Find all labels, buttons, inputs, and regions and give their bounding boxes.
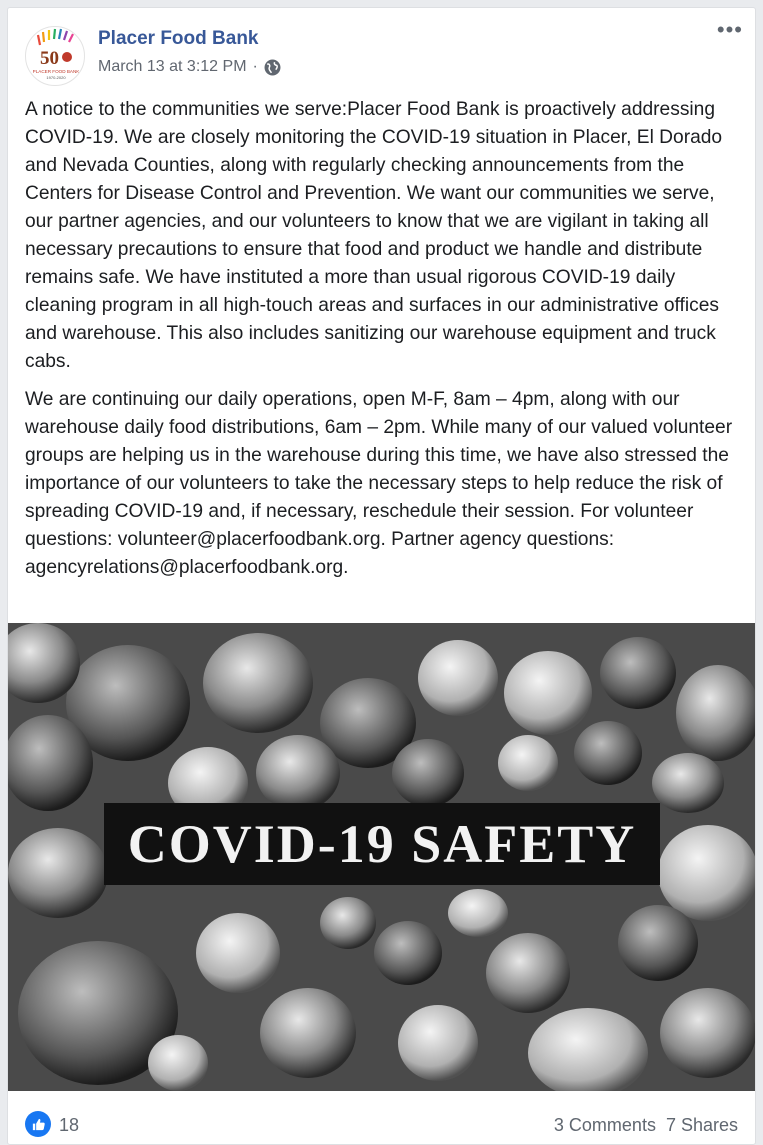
post-image[interactable] (8, 623, 756, 1091)
avatar[interactable] (25, 26, 85, 86)
image-banner-text: COVID-19 SAFETY (127, 814, 637, 874)
post-timestamp[interactable]: March 13 at 3:12 PM (98, 58, 247, 75)
post-paragraph-1: A notice to the communities we serve:Placer Food Bank is proactively addressing COVID-19. We are closely monitoring the COVID-19 situation in Placer, El Dorado and Nevada Counties, along with regularly checking announcements from the Centers for Disease Control and Prevention. We want our communities we serve, our partner agencies, and our volunteers to know that we are vigilant in taking all necessary precautions to ensure that food and product we handle and distribute remains safe. We have instituted a more than usual rigorous COVID-19 daily cleaning program in all high-touch areas and surfaces in our administrative offices and warehouse. This also includes sanitizing our warehouse equipment and truck cabs. (25, 99, 723, 372)
page-name-link[interactable]: Placer Food Bank (98, 28, 259, 49)
meta-separator: · (252, 58, 258, 75)
shares-link[interactable]: 7 Shares (665, 1115, 738, 1135)
globe-icon[interactable] (264, 59, 281, 76)
post-stats (554, 1115, 738, 1136)
post-card (7, 7, 756, 1145)
food-bank-logo-icon (26, 27, 85, 86)
ellipsis-icon[interactable]: ••• (716, 17, 743, 42)
image-banner (104, 803, 660, 885)
thumbs-up-icon[interactable] (25, 1111, 51, 1137)
comments-link[interactable]: 3 Comments (553, 1115, 656, 1135)
post-message (25, 96, 745, 592)
reaction-count[interactable]: 18 (59, 1115, 80, 1135)
avatar-label: PLACER FOOD BANK (32, 69, 80, 74)
post-meta (98, 58, 281, 76)
post-paragraph-2: We are continuing our daily operations, open M-F, 8am – 4pm, along with our warehouse daily food distributions, 6am – 2pm. While many of our valued volunteer groups are helping us in the warehouse during this time, we have also stressed the importance of our volunteers to take the necessary steps to help reduce the risk of spreading COVID-19 and, if necessary, reschedule their session. For volunteer questions: volunteer@placerfoodbank.org. Partner agency questions: agencyrelations@placerfoodbank.org. (25, 389, 733, 578)
avatar-years: 1970-2020 (46, 75, 66, 80)
post-footer (8, 1091, 755, 1145)
post-header (8, 8, 755, 98)
avatar-number: 50 (40, 48, 59, 69)
